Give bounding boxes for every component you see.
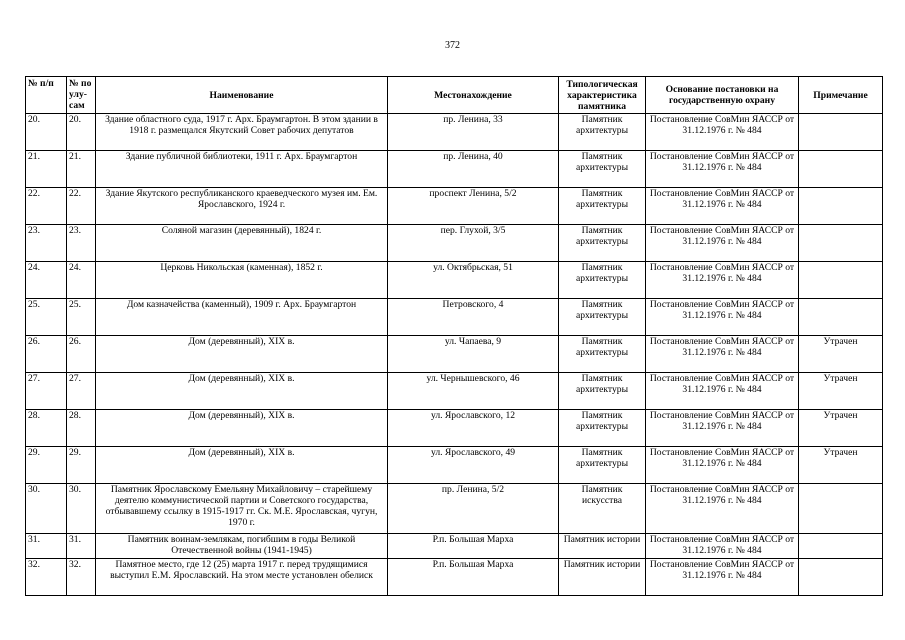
- cell-basis: Постановление СовМин ЯАССР от 31.12.1976 г. № 484: [646, 336, 799, 373]
- cell-basis: Постановление СовМин ЯАССР от 31.12.1976 г. № 484: [646, 262, 799, 299]
- cell-location: пр. Ленина, 40: [388, 151, 559, 188]
- cell-num-street: 25.: [67, 299, 96, 336]
- table-header-row: [26, 77, 883, 114]
- cell-name: Здание областного суда, 1917 г. Арх. Браумгартон. В этом здании в 1918 г. размещался Якутский Совет рабочих депутатов: [96, 114, 388, 151]
- cell-note: [799, 262, 883, 299]
- cell-num: 22.: [26, 188, 67, 225]
- header-location: Местонахождение: [388, 77, 559, 114]
- cell-num: 24.: [26, 262, 67, 299]
- header-typology: Типологическая характеристика памятника: [559, 77, 646, 114]
- cell-note: Утрачен: [799, 410, 883, 447]
- cell-location: Петровского, 4: [388, 299, 559, 336]
- cell-basis: Постановление СовМин ЯАССР от 31.12.1976 г. № 484: [646, 225, 799, 262]
- cell-location: ул. Чернышевского, 46: [388, 373, 559, 410]
- cell-note: [799, 225, 883, 262]
- table-row: [26, 336, 883, 373]
- cell-location: ул. Чапаева, 9: [388, 336, 559, 373]
- cell-num: 23.: [26, 225, 67, 262]
- cell-num-street: 27.: [67, 373, 96, 410]
- table-row: [26, 262, 883, 299]
- cell-basis: Постановление СовМин ЯАССР от 31.12.1976 г. № 484: [646, 534, 799, 559]
- cell-name: Церковь Никольская (каменная), 1852 г.: [96, 262, 388, 299]
- table-row: [26, 373, 883, 410]
- table-row: [26, 410, 883, 447]
- cell-name: Дом (деревянный), XIX в.: [96, 447, 388, 484]
- cell-name: Памятник Ярославскому Емельяну Михайловичу – старейшему деятелю коммунистической партии и Советского государства, отбывавшему ссылку в 1915-1917 гг. Ск. М.Е. Ярославская, чугун, 1970 г.: [96, 484, 388, 534]
- table-row: [26, 484, 883, 534]
- table-row: [26, 534, 883, 559]
- cell-num-street: 22.: [67, 188, 96, 225]
- cell-location: проспект Ленина, 5/2: [388, 188, 559, 225]
- cell-num: 21.: [26, 151, 67, 188]
- cell-num: 27.: [26, 373, 67, 410]
- cell-basis: Постановление СовМин ЯАССР от 31.12.1976 г. № 484: [646, 114, 799, 151]
- cell-num-street: 23.: [67, 225, 96, 262]
- cell-name: Здание публичной библиотеки, 1911 г. Арх. Браумгартон: [96, 151, 388, 188]
- cell-basis: Постановление СовМин ЯАССР от 31.12.1976 г. № 484: [646, 299, 799, 336]
- cell-location: пр. Ленина, 5/2: [388, 484, 559, 534]
- header-num-street: № по улу-сам: [67, 77, 96, 114]
- cell-basis: Постановление СовМин ЯАССР от 31.12.1976 г. № 484: [646, 410, 799, 447]
- cell-basis: Постановление СовМин ЯАССР от 31.12.1976 г. № 484: [646, 188, 799, 225]
- cell-typology: Памятник искусства: [559, 484, 646, 534]
- cell-typology: Памятник архитектуры: [559, 225, 646, 262]
- header-basis: Основание постановки на государственную охрану: [646, 77, 799, 114]
- cell-location: ул. Октябрьская, 51: [388, 262, 559, 299]
- cell-name: Здание Якутского республиканского краеведческого музея им. Ем. Ярославского, 1924 г.: [96, 188, 388, 225]
- cell-num-street: 32.: [67, 559, 96, 596]
- cell-num: 29.: [26, 447, 67, 484]
- cell-location: Р.п. Большая Марха: [388, 534, 559, 559]
- cell-typology: Памятник истории: [559, 559, 646, 596]
- cell-name: Дом (деревянный), XIX в.: [96, 410, 388, 447]
- cell-name: Дом казначейства (каменный), 1909 г. Арх. Браумгартон: [96, 299, 388, 336]
- cell-num-street: 21.: [67, 151, 96, 188]
- cell-note: [799, 299, 883, 336]
- cell-typology: Памятник архитектуры: [559, 299, 646, 336]
- cell-location: пр. Ленина, 33: [388, 114, 559, 151]
- cell-name: Дом (деревянный), XIX в.: [96, 373, 388, 410]
- cell-basis: Постановление СовМин ЯАССР от 31.12.1976 г. № 484: [646, 559, 799, 596]
- cell-num: 25.: [26, 299, 67, 336]
- cell-typology: Памятник архитектуры: [559, 262, 646, 299]
- cell-typology: Памятник архитектуры: [559, 336, 646, 373]
- cell-note: [799, 559, 883, 596]
- page-number: 372: [445, 40, 460, 51]
- cell-basis: Постановление СовМин ЯАССР от 31.12.1976 г. № 484: [646, 484, 799, 534]
- cell-location: ул. Ярославского, 12: [388, 410, 559, 447]
- table-row: [26, 151, 883, 188]
- table-row: [26, 225, 883, 262]
- cell-name: Дом (деревянный), XIX в.: [96, 336, 388, 373]
- cell-note: Утрачен: [799, 336, 883, 373]
- cell-num: 32.: [26, 559, 67, 596]
- cell-note: [799, 484, 883, 534]
- cell-typology: Памятник архитектуры: [559, 114, 646, 151]
- cell-num-street: 28.: [67, 410, 96, 447]
- header-note: Примечание: [799, 77, 883, 114]
- table-row: [26, 447, 883, 484]
- cell-note: [799, 151, 883, 188]
- cell-note: [799, 188, 883, 225]
- cell-name: Памятник воинам-землякам, погибшим в годы Великой Отечественной войны (1941-1945): [96, 534, 388, 559]
- cell-typology: Памятник истории: [559, 534, 646, 559]
- cell-note: Утрачен: [799, 447, 883, 484]
- cell-num-street: 31.: [67, 534, 96, 559]
- table-row: [26, 114, 883, 151]
- cell-name: Памятное место, где 12 (25) марта 1917 г. перед трудящимися выступил Е.М. Ярославский. На этом месте установлен обелиск: [96, 559, 388, 596]
- cell-num: 20.: [26, 114, 67, 151]
- cell-note: [799, 534, 883, 559]
- cell-basis: Постановление СовМин ЯАССР от 31.12.1976 г. № 484: [646, 373, 799, 410]
- cell-typology: Памятник архитектуры: [559, 447, 646, 484]
- cell-location: Р.п. Большая Марха: [388, 559, 559, 596]
- cell-num-street: 24.: [67, 262, 96, 299]
- cell-num: 30.: [26, 484, 67, 534]
- cell-basis: Постановление СовМин ЯАССР от 31.12.1976 г. № 484: [646, 447, 799, 484]
- cell-num-street: 20.: [67, 114, 96, 151]
- cell-basis: Постановление СовМин ЯАССР от 31.12.1976 г. № 484: [646, 151, 799, 188]
- header-name: Наименование: [96, 77, 388, 114]
- cell-typology: Памятник архитектуры: [559, 410, 646, 447]
- cell-location: пер. Глухой, 3/5: [388, 225, 559, 262]
- monuments-table: [25, 76, 883, 596]
- cell-typology: Памятник архитектуры: [559, 373, 646, 410]
- table-row: [26, 559, 883, 596]
- cell-num-street: 29.: [67, 447, 96, 484]
- cell-num-street: 26.: [67, 336, 96, 373]
- table-body: [26, 114, 883, 596]
- cell-typology: Памятник архитектуры: [559, 151, 646, 188]
- header-num: № п/п: [26, 77, 67, 114]
- table-row: [26, 299, 883, 336]
- cell-num-street: 30.: [67, 484, 96, 534]
- cell-note: Утрачен: [799, 373, 883, 410]
- cell-name: Соляной магазин (деревянный), 1824 г.: [96, 225, 388, 262]
- cell-location: ул. Ярославского, 49: [388, 447, 559, 484]
- cell-typology: Памятник архитектуры: [559, 188, 646, 225]
- cell-note: [799, 114, 883, 151]
- cell-num: 31.: [26, 534, 67, 559]
- table-row: [26, 188, 883, 225]
- cell-num: 26.: [26, 336, 67, 373]
- cell-num: 28.: [26, 410, 67, 447]
